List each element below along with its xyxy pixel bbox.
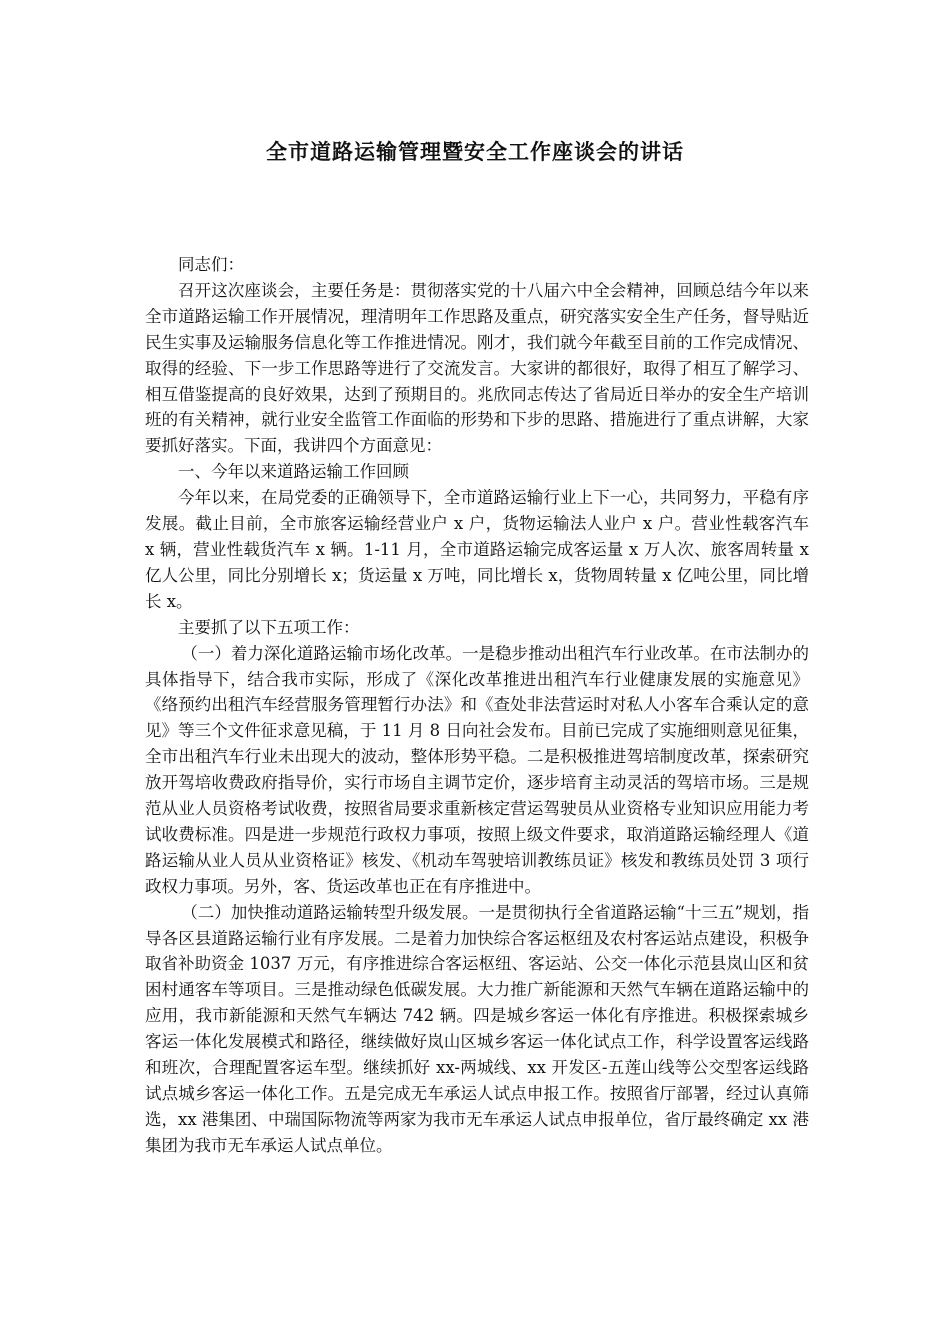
intro-paragraph: 召开这次座谈会，主要任务是：贯彻落实党的十八届六中全会精神，回顾总结今年以来全市道路运输工作开展情况，理清明年工作思路及重点，研究落实安全生产任务，督导贴近民生实事及运输服务信息化等工作推进情况。刚才，我们就今年截至目前的工作完成情况、取得的经验、下一步工作思路等进行了交流发言。大家讲的都很好，取得了相互了解学习、相互借鉴提高的良好效果，达到了预期目的。兆欣同志传达了省局近日举办的安全生产培训班的有关精神，就行业安全监管工作面临的形势和下步的思路、措施进行了重点讲解，大家要抓好落实。下面，我讲四个方面意见：	[145, 280, 809, 456]
document-title: 全市道路运输管理暨安全工作座谈会的讲话	[266, 140, 684, 164]
document-body	[145, 252, 809, 1159]
salutation: 同志们：	[178, 255, 244, 274]
review-paragraph: 今年以来，在局党委的正确领导下，全市道路运输行业上下一心，共同努力，平稳有序发展。截止目前，全市旅客运输经营业户 x 户，货物运输法人业户 x 户。营业性载客汽车 x 辆，营业性载货汽车 x 辆。1-11 月，全市道路运输完成客运量 x 万人次、旅客周转量 x 亿人公里，同比分别增长 x；货运量 x 万吨，同比增长 x，货物周转量 x 亿吨公里，同比增长 x。	[145, 488, 809, 611]
task-1-paragraph: （一）着力深化道路运输市场化改革。一是稳步推动出租汽车行业改革。在市法制办的具体指导下，结合我市实际，形成了《深化改革推进出租汽车行业健康发展的实施意见》《络预约出租汽车经营服务管理暂行办法》和《查处非法营运时对私人小客车合乘认定的意见》等三个文件征求意见稿，于 11 月 8 日向社会发布。目前已完成了实施细则意见征集，全市出租汽车行业未出现大的波动，整体形势平稳。二是积极推进驾培制度改革，探索研究放开驾培收费政府指导价，实行市场自主调节定价，逐步培育主动灵活的驾培市场。三是规范从业人员资格考试收费，按照省局要求重新核定营运驾驶员从业资格专业知识应用能力考试收费标准。四是进一步规范行政权力事项，按照上级文件要求，取消道路运输经理人《道路运输从业人员从业资格证》核发、《机动车驾驶培训教练员证》核发和教练员处罚 3 项行政权力事项。另外，客、货运改革也正在有序推进中。	[145, 643, 809, 896]
task-2-paragraph: （二）加快推动道路运输转型升级发展。一是贯彻执行全省道路运输“十三五”规划，指导各区县道路运输行业有序发展。二是着力加快综合客运枢纽及农村客运站点建设，积极争取省补助资金 1037 万元，有序推进综合客运枢纽、客运站、公交一体化示范县岚山区和贫困村通客车等项目。三是推动绿色低碳发展。大力推广新能源和天然气车辆在道路运输中的应用，我市新能源和天然气车辆达 742 辆。四是城乡客运一体化有序推进。积极探索城乡客运一体化发展模式和路径，继续做好岚山区城乡客运一体化试点工作，科学设置客运线路和班次，合理配置客运车型。继续抓好 xx-两城线、xx 开发区-五莲山线等公交型客运线路试点城乡客运一体化工作。五是完成无车承运人试点申报工作。按照省厅部署，经过认真筛选，xx 港集团、中瑞国际物流等两家为我市无车承运人试点申报单位，省厅最终确定 xx 港集团为我市无车承运人试点单位。	[145, 902, 809, 1155]
section-heading-1: 一、今年以来道路运输工作回顾	[178, 462, 409, 482]
five-tasks-lead: 主要抓了以下五项工作：	[178, 617, 360, 637]
